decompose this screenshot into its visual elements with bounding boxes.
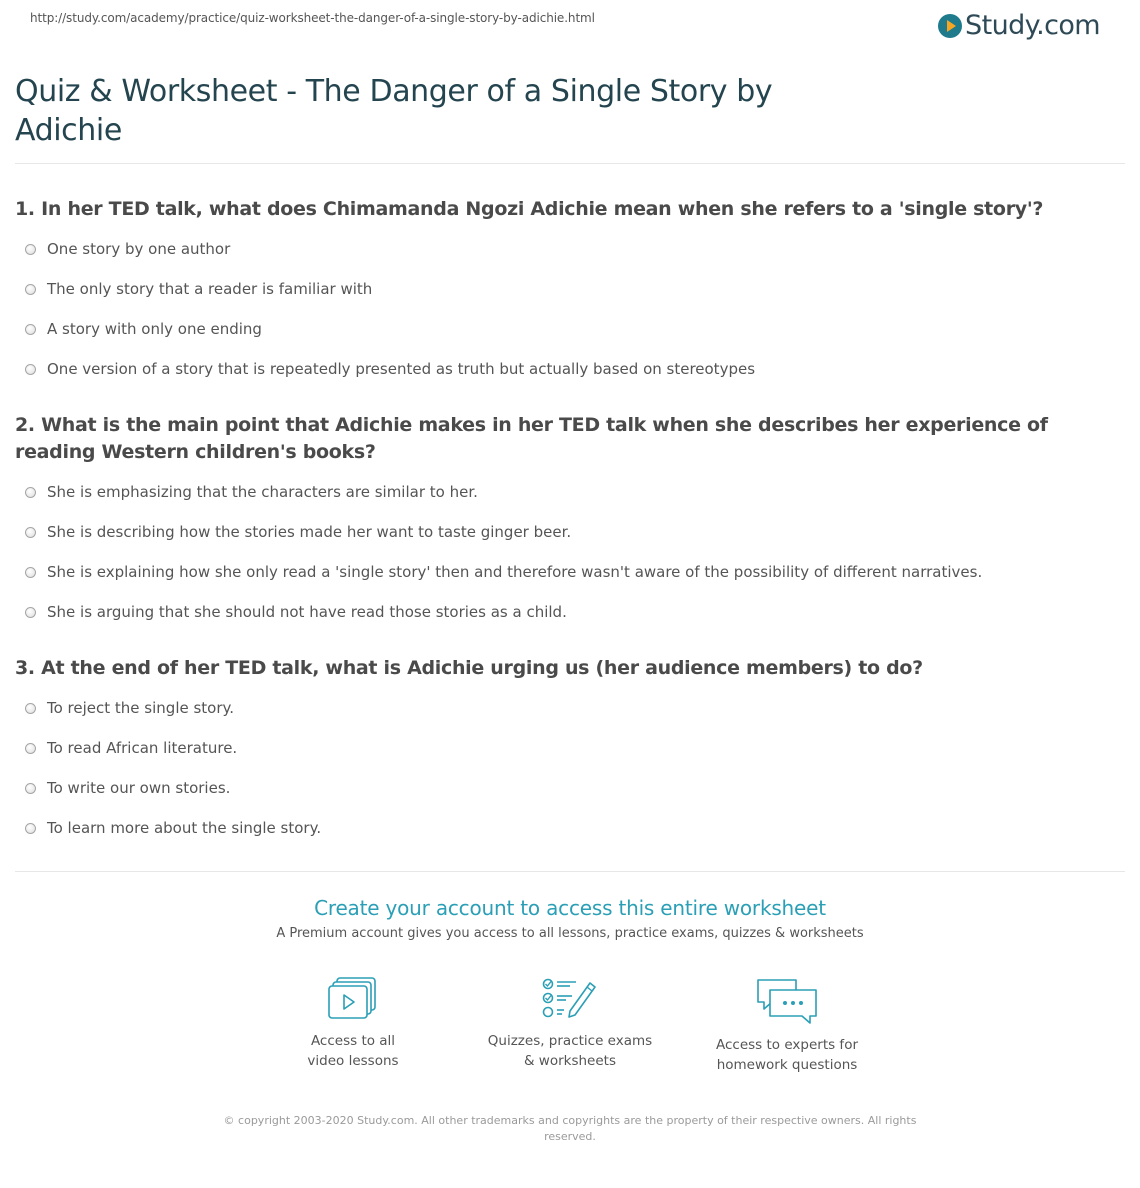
- answer-option[interactable]: [15, 482, 1125, 522]
- answer-option[interactable]: [15, 778, 1125, 818]
- answer-option[interactable]: [15, 522, 1125, 562]
- page-title: Quiz & Worksheet - The Danger of a Single Story by Adichie: [15, 74, 773, 148]
- answer-label: She is describing how the stories made her want to taste ginger beer.: [47, 523, 572, 541]
- radio-button[interactable]: [25, 324, 36, 335]
- copyright-notice: © copyright 2003-2020 Study.com. All other trademarks and copyrights are the property of their respective owners. All rights reserved.: [223, 1114, 917, 1143]
- answer-label: To read African literature.: [47, 739, 238, 757]
- question-1-suffix: ?: [1032, 198, 1044, 220]
- answer-option[interactable]: [15, 738, 1125, 778]
- study-com-logo[interactable]: [938, 10, 1100, 41]
- answer-label: A story with only one ending: [47, 320, 262, 338]
- radio-button[interactable]: [25, 703, 36, 714]
- answer-option[interactable]: [15, 562, 1125, 602]
- answer-label: She is arguing that she should not have read those stories as a child.: [47, 603, 567, 621]
- question-2-options: [15, 482, 1125, 642]
- answer-label: One version of a story that is repeatedly presented as truth but actually based on stereotypes: [47, 360, 756, 378]
- feature-line: Access to experts for: [715, 1037, 858, 1053]
- answer-option[interactable]: [15, 602, 1125, 642]
- answer-label: To write our own stories.: [47, 779, 231, 797]
- answer-option[interactable]: [15, 279, 1125, 319]
- radio-button[interactable]: [25, 527, 36, 538]
- premium-features: [15, 977, 1125, 1075]
- page-url: http://study.com/academy/practice/quiz-worksheet-the-danger-of-a-single-story-by-adichie.html: [30, 11, 595, 25]
- top-bar: [15, 0, 1125, 56]
- question-1-emphasis: 'single story': [898, 198, 1033, 220]
- feature-line: Access to all: [310, 1033, 396, 1049]
- answer-label: To reject the single story.: [47, 699, 235, 717]
- answer-option[interactable]: [15, 818, 1125, 858]
- create-account-link[interactable]: Create your account to access this entire worksheet: [314, 896, 826, 920]
- brand-name: Study.com: [965, 10, 1100, 41]
- answer-label: She is explaining how she only read a 'single story' then and therefore wasn't aware of the possibility of different narratives.: [47, 563, 983, 581]
- answer-label: To learn more about the single story.: [47, 819, 322, 837]
- question-2: [15, 412, 1125, 642]
- radio-button[interactable]: [25, 783, 36, 794]
- content-divider: [15, 871, 1125, 872]
- feature-experts-label: [679, 1035, 896, 1075]
- chat-bubbles-icon: [755, 977, 819, 1025]
- radio-button[interactable]: [25, 607, 36, 618]
- question-3-text: 3. At the end of her TED talk, what is Adichie urging us (her audience members) to do?: [15, 657, 923, 679]
- feature-quizzes-label: [462, 1031, 679, 1071]
- answer-option[interactable]: [15, 319, 1125, 359]
- video-lessons-icon: [328, 977, 378, 1021]
- premium-description: A Premium account gives you access to all lessons, practice exams, quizzes & worksheets: [276, 926, 864, 941]
- answer-option[interactable]: [15, 698, 1125, 738]
- question-3-options: [15, 698, 1125, 858]
- radio-button[interactable]: [25, 743, 36, 754]
- question-1-options: [15, 239, 1125, 399]
- radio-button[interactable]: [25, 364, 36, 375]
- answer-label: She is emphasizing that the characters are similar to her.: [47, 483, 478, 501]
- answer-label: The only story that a reader is familiar with: [47, 280, 373, 298]
- feature-line: homework questions: [716, 1057, 858, 1073]
- question-1: [15, 196, 1125, 399]
- study-play-logo-icon: [938, 14, 962, 38]
- question-3: [15, 655, 1125, 858]
- question-1-prefix: 1. In her TED talk, what does Chimamanda Ngozi Adichie mean when she refers to a: [15, 198, 899, 220]
- radio-button[interactable]: [25, 487, 36, 498]
- answer-label: One story by one author: [47, 240, 231, 258]
- answer-option[interactable]: [15, 239, 1125, 279]
- feature-line: & worksheets: [523, 1053, 616, 1069]
- radio-button[interactable]: [25, 284, 36, 295]
- question-1-text: [15, 196, 1125, 223]
- feature-line: video lessons: [307, 1053, 399, 1069]
- feature-quizzes: [462, 977, 679, 1075]
- signup-promo: [15, 896, 1125, 941]
- feature-video-lessons-label: [245, 1031, 462, 1071]
- quiz-checklist-icon: [542, 977, 598, 1021]
- feature-experts: [679, 977, 896, 1075]
- feature-video-lessons: [245, 977, 462, 1075]
- question-2-text: 2. What is the main point that Adichie makes in her TED talk when she describes her experience of reading Western children's books?: [15, 414, 1048, 463]
- feature-line: Quizzes, practice exams: [487, 1033, 653, 1049]
- title-divider: [15, 163, 1125, 164]
- radio-button[interactable]: [25, 823, 36, 834]
- radio-button[interactable]: [25, 244, 36, 255]
- radio-button[interactable]: [25, 567, 36, 578]
- answer-option[interactable]: [15, 359, 1125, 399]
